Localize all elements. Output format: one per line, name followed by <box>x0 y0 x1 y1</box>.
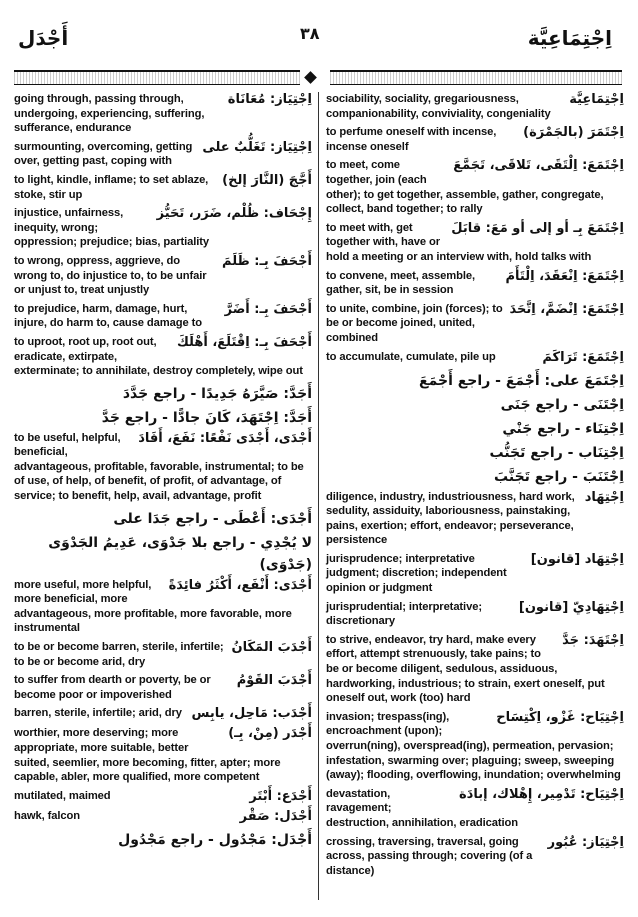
header-headword-left: أَجْدَل <box>18 26 69 50</box>
dictionary-entry <box>326 92 624 121</box>
english-definition: crossing, traversing, traversal, going across, passing through; covering (of a distance) <box>326 835 533 877</box>
arabic-headword: أَجْحَفَ بِـ: ظَلَمَ <box>222 253 312 269</box>
english-definition: jurisprudential; interpretative; discretionary <box>326 600 482 628</box>
english-definition: worthier, more deserving; more appropriate, more suitable, better suited, seemlier, more becoming, fitter, apter; more capable, abler, more qualified, more competent <box>14 727 281 784</box>
dictionary-entry <box>326 418 624 440</box>
arabic-headword: اِجْتَمَعَ: اِنْضَمَّ، اِتَّحَدَ <box>509 301 624 317</box>
english-definition: to meet, come together, join (each other); to get together, assemble, gather, congregate, collect, band together; to rally <box>326 159 604 216</box>
english-definition: to prejudice, harm, damage, hurt, injure, do harm to, cause damage to <box>14 302 202 330</box>
dictionary-entry <box>326 442 624 464</box>
english-definition: diligence, industry, industriousness, hard work, sedulity, assiduity, laboriousness, painstaking, pains, exertion; effort, endeavor; perseverance, persistence <box>326 490 575 547</box>
arabic-headword: اِجْتِيَاح: تَدْمِير، إِهْلاك، إبادَة <box>459 786 624 802</box>
arabic-headword: أَجْحَفَ بِـ: اِقْتَلَعَ، أَهْلَكَ <box>176 334 312 350</box>
arabic-headword: أَجْدَبَ القَوْمُ <box>236 673 312 689</box>
dictionary-entry <box>14 829 312 851</box>
dictionary-entry <box>326 221 624 265</box>
arabic-headword: أَجْدَل: صَقْر <box>239 808 312 824</box>
dictionary-entry <box>326 394 624 416</box>
dictionary-entry <box>14 673 312 702</box>
dictionary-entry <box>14 302 312 331</box>
dictionary-entry <box>326 269 624 298</box>
arabic-headword: اِجْتَمَرَ (بالجَمْرَة) <box>523 125 624 141</box>
cross-reference: أَجْدَل: مَجْدُول - راجع مَجْدُول <box>118 831 312 848</box>
english-definition: to be or become barren, sterile, infertile; to be or become arid, dry <box>14 641 224 668</box>
arabic-headword: اِجْتِهَاد [قانون] <box>530 551 624 567</box>
arabic-headword: أَجَّجَ (النَّارَ إلخ) <box>222 172 312 188</box>
left-column <box>14 92 312 853</box>
arabic-headword: اِجْتِهَادِيّ [قانون] <box>518 599 624 615</box>
english-definition: hawk, falcon <box>14 809 80 822</box>
arabic-headword: اِجْتِيَاز: عُبُور <box>547 834 624 850</box>
dictionary-entry <box>326 370 624 392</box>
dictionary-entry <box>326 835 624 879</box>
arabic-headword: اِجْتِيَاح: غَزْو، اِكْتِسَاح <box>496 709 624 725</box>
english-definition: to suffer from dearth or poverty, be or become poor or impoverished <box>14 674 211 701</box>
dictionary-entry <box>14 335 312 379</box>
dictionary-entry <box>14 578 312 636</box>
english-definition: devastation, ravagement; destruction, annihilation, eradication <box>326 787 519 829</box>
english-definition: to wrong, oppress, aggrieve, do wrong to, do injustice to, to be unfair or unjust to, treat unjustly <box>14 254 207 297</box>
dictionary-entry <box>14 726 312 784</box>
arabic-headword: أَجْدَبَ المَكَانُ <box>231 640 312 656</box>
header-diamond-ornament <box>304 71 317 84</box>
dictionary-entry <box>326 710 624 783</box>
cross-reference: أَجَدَّ: صَيَّرَهُ جَدِيدًا - راجع جَدَّدَ <box>122 385 312 402</box>
right-column <box>326 92 624 882</box>
arabic-headword: اِجْتِهَاد <box>584 489 624 505</box>
dictionary-entry <box>326 350 624 366</box>
dictionary-entry <box>14 92 312 136</box>
arabic-headword: أَجْدَر (مِنْ، بِـ) <box>228 726 312 742</box>
arabic-headword: اِجْتَمَعَ: اِنْعَقَدَ، اِلْتَأَمَ <box>505 268 624 284</box>
dictionary-entry <box>326 552 624 596</box>
dictionary-entry <box>14 789 312 805</box>
dictionary-entry <box>326 125 624 154</box>
english-definition: to strive, endeavor, try hard, make every effort, attempt strenuously, take pains; to be or become diligent, sedulous, assiduous, hardworking, industrious; to strain, exert oneself, put oneself out, work (too) hard <box>326 633 605 705</box>
dictionary-entry <box>326 158 624 216</box>
cross-reference: اِجْتِنَاب - راجع تَجَنُّب <box>489 444 624 461</box>
english-definition: injustice, unfairness, inequity, wrong; oppression; prejudice; bias, partiality <box>14 207 210 249</box>
english-definition: to unite, combine, join (forces); to be or become joined, united, combined <box>326 302 503 344</box>
dictionary-entry <box>14 173 312 202</box>
dictionary-entry <box>326 466 624 488</box>
dictionary-entry <box>14 706 312 722</box>
cross-reference: اِجْتَنَبَ - راجع تَجَنَّبَ <box>494 468 624 485</box>
arabic-headword: اِجْتِيَاز: تَغَلُّبٌ على <box>202 139 312 155</box>
dictionary-entry <box>14 640 312 669</box>
cross-reference: أَجَدَّ: اِجْتَهَدَ، كَانَ جادًّا - راجع جَدَّ <box>101 409 312 426</box>
dictionary-entry <box>14 254 312 298</box>
dictionary-entry <box>14 532 312 576</box>
cross-reference: اِجْتَمَعَ على: أَجْمَعَ - راجع أَجْمَعَ <box>419 372 624 389</box>
english-definition: to uproot, root up, root out, eradicate, extirpate, exterminate; to annihilate, destroy completely, wipe out <box>14 335 303 378</box>
dictionary-entry <box>14 407 312 429</box>
dictionary-entry <box>14 383 312 405</box>
header-rule-left <box>14 70 300 85</box>
cross-reference: لا يُجْدِي - راجع بلا جَدْوَى، عَدِيمُ الجَدْوَى (جَدْوَى) <box>48 534 312 573</box>
english-definition: barren, sterile, infertile; arid, dry <box>14 707 182 720</box>
arabic-headword: اِجْتِمَاعِيَّة <box>569 92 624 107</box>
header-rule-right <box>330 70 622 85</box>
arabic-headword: أَجْحَفَ بِـ: أَضَرَّ <box>224 301 312 317</box>
page-header <box>0 20 638 90</box>
arabic-headword: أَجْدَع: أَبْتَر <box>249 788 312 804</box>
cross-reference: اِجْتِنَاء - راجع جَنْي <box>502 420 624 437</box>
cross-reference: اِجْتَنَى - راجع جَنَى <box>500 396 624 413</box>
arabic-headword: أَجْدَى: أَنْفَع، أَكْثَرُ فائِدَةً <box>168 577 312 593</box>
dictionary-entry <box>14 431 312 504</box>
cross-reference: أَجْدَى: أَعْطَى - راجع جَدَا على <box>113 510 312 527</box>
arabic-headword: اِجْتَمَعَ: تَرَاكَمَ <box>542 349 624 365</box>
dictionary-entry <box>14 206 312 250</box>
arabic-headword: أَجْدَب: مَاحِل، يابِس <box>191 706 312 722</box>
english-definition: to perfume oneself with incense, incense oneself <box>326 126 497 153</box>
english-definition: more useful, more helpful, more beneficial, more advantageous, more profitable, more favorable, more instrumental <box>14 578 292 635</box>
english-definition: to convene, meet, assemble, gather, sit, be in session <box>326 269 476 297</box>
english-definition: mutilated, maimed <box>14 789 111 802</box>
dictionary-entry <box>14 508 312 530</box>
english-definition: to light, kindle, inflame; to set ablaze, stoke, stir up <box>14 173 209 201</box>
english-definition: to meet with, get together with, have or hold a meeting or an interview with, hold talks with <box>326 221 592 263</box>
column-divider <box>318 92 319 900</box>
arabic-headword: أَجْدَى، أَجْدَى نَفْعًا: نَفَعَ، أَفَادَ <box>138 430 312 446</box>
arabic-headword: إِجْحَاف: ظُلْم، ضَرَر، تَحَيُّز <box>156 206 312 222</box>
english-definition: surmounting, overcoming, getting over, getting past, coping with <box>14 140 193 168</box>
dictionary-entry <box>14 809 312 825</box>
dictionary-entry <box>326 633 624 706</box>
dictionary-entry <box>326 490 624 548</box>
english-definition: invasion; trespass(ing), encroachment (upon); overrun(ning), overspread(ing), permeation, pervasion; infestation, swarming over; plaguing; sweep, sweeping (away); flooding, overflowing, inundation; overwhelming <box>326 710 621 782</box>
header-headword-right: اِجْتِمَاعِيَّة <box>527 26 612 50</box>
dictionary-entry <box>326 600 624 629</box>
english-definition: to be useful, helpful, beneficial, advantageous, profitable, favorable, instrumental; to be of use, of help, of benefit, of profit, of advantage, of service; to benefit, help, avail, advantage, profit <box>14 431 304 503</box>
page-number: ٣٨ <box>300 24 320 43</box>
english-definition: sociability, sociality, gregariousness, companionability, conviviality, congeniality <box>326 93 551 120</box>
english-definition: jurisprudence; interpretative judgment; discretion; independent opinion or judgment <box>326 552 507 595</box>
english-definition: to accumulate, cumulate, pile up <box>326 350 496 363</box>
dictionary-entry <box>14 140 312 169</box>
arabic-headword: اِجْتَهَدَ: جَدَّ <box>562 632 624 648</box>
arabic-headword: اِجْتِيَاز: مُعَانَاة <box>227 92 312 107</box>
dictionary-entry <box>326 302 624 346</box>
arabic-headword: اِجْتَمَعَ: اِلْتَقَى، تَلاقَى، تَجَمَّعَ <box>453 158 624 174</box>
arabic-headword: اِجْتَمَعَ بِـ أو إلى أو مَعَ: قابَلَ <box>451 220 624 236</box>
english-definition: going through, passing through, undergoing, experiencing, suffering, sufferance, endurance <box>14 93 205 135</box>
dictionary-entry <box>326 787 624 831</box>
